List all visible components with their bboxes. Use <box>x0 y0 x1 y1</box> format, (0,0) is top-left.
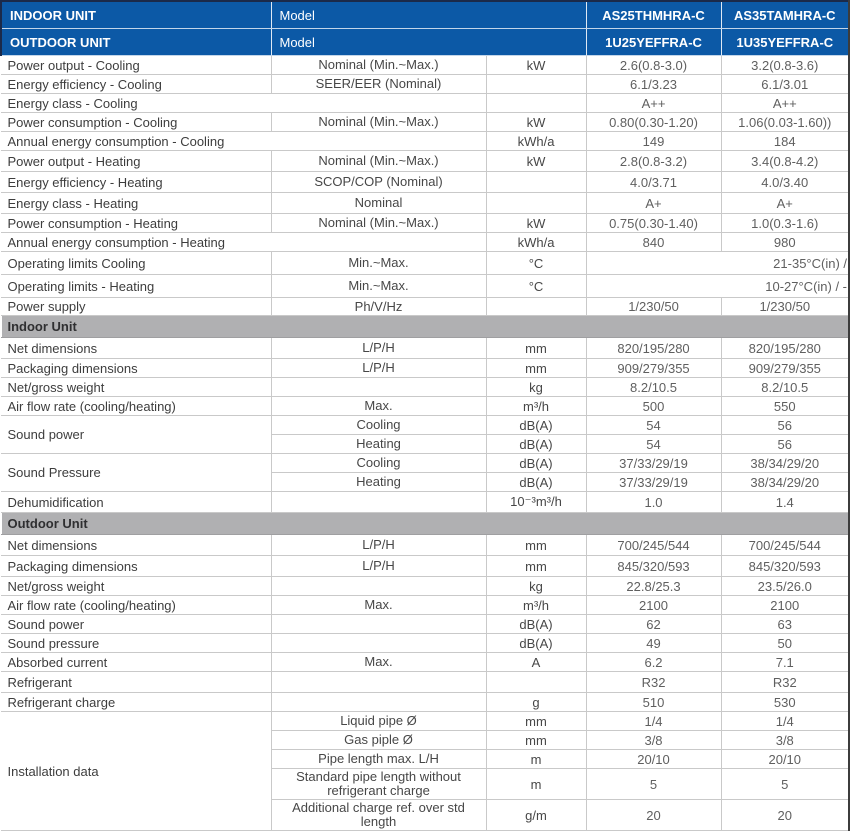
row-unit: dB(A) <box>486 454 586 473</box>
row-merged-value: 10-27°C(in) / - <box>586 275 849 298</box>
spec-row <box>1 275 849 298</box>
row-label: Absorbed current <box>1 653 271 672</box>
row-label: Energy efficiency - Cooling <box>1 75 271 94</box>
spec-row <box>1 712 849 731</box>
row-sub-label: Gas piple Ø <box>271 731 486 750</box>
row-value-2: 20/10 <box>721 750 849 769</box>
row-label: Packaging dimensions <box>1 359 271 378</box>
row-label: Energy class - Heating <box>1 193 271 214</box>
spec-row <box>1 172 849 193</box>
row-label: Operating limits Cooling <box>1 252 271 275</box>
row-value-1: 37/33/29/19 <box>586 473 721 492</box>
row-value-2: 980 <box>721 233 849 252</box>
row-value-2: 845/320/593 <box>721 556 849 577</box>
row-value-1: R32 <box>586 672 721 693</box>
row-value-1: 5 <box>586 769 721 800</box>
row-value-1: 22.8/25.3 <box>586 577 721 596</box>
row-unit: °C <box>486 275 586 298</box>
row-value-1: 8.2/10.5 <box>586 378 721 397</box>
row-unit: kW <box>486 151 586 172</box>
row-unit: mm <box>486 712 586 731</box>
row-value-1: 1/230/50 <box>586 298 721 316</box>
row-unit: g <box>486 693 586 712</box>
row-value-2: 3.2(0.8-3.6) <box>721 56 849 75</box>
row-sub-label: Pipe length max. L/H <box>271 750 486 769</box>
row-unit: m³/h <box>486 397 586 416</box>
row-value-2: A++ <box>721 94 849 113</box>
row-value-2: 4.0/3.40 <box>721 172 849 193</box>
row-value-1: 20/10 <box>586 750 721 769</box>
spec-row <box>1 556 849 577</box>
row-label: Net dimensions <box>1 535 271 556</box>
row-value-2: 1/4 <box>721 712 849 731</box>
header-row-outdoor <box>1 29 849 56</box>
row-sub-label: Cooling <box>271 416 486 435</box>
row-label: Sound power <box>1 416 271 454</box>
row-value-2: 550 <box>721 397 849 416</box>
row-value-1: 0.75(0.30-1.40) <box>586 214 721 233</box>
row-unit: kW <box>486 214 586 233</box>
row-sub-label: Max. <box>271 596 486 615</box>
row-value-2: 63 <box>721 615 849 634</box>
row-value-1: 54 <box>586 435 721 454</box>
row-value-2: 7.1 <box>721 653 849 672</box>
outdoor-model-label: Model <box>271 29 586 56</box>
row-unit: mm <box>486 535 586 556</box>
section-row <box>1 513 849 535</box>
row-unit <box>486 193 586 214</box>
spec-row <box>1 233 849 252</box>
row-sub-label: Heating <box>271 435 486 454</box>
spec-row <box>1 75 849 94</box>
row-value-1: 1/4 <box>586 712 721 731</box>
row-label: Refrigerant <box>1 672 271 693</box>
row-label: Operating limits - Heating <box>1 275 271 298</box>
row-unit: m <box>486 769 586 800</box>
row-sub-label: Nominal (Min.~Max.) <box>271 56 486 75</box>
row-sub-label <box>271 577 486 596</box>
row-unit: mm <box>486 731 586 750</box>
row-value-2: 23.5/26.0 <box>721 577 849 596</box>
row-value-1: 845/320/593 <box>586 556 721 577</box>
row-unit <box>486 75 586 94</box>
header-row-indoor <box>1 1 849 29</box>
row-value-2: 184 <box>721 132 849 151</box>
row-sub-label: Ph/V/Hz <box>271 298 486 316</box>
row-sub-label: Max. <box>271 653 486 672</box>
section-row <box>1 316 849 338</box>
row-unit: dB(A) <box>486 473 586 492</box>
row-value-1: 510 <box>586 693 721 712</box>
row-label: Sound pressure <box>1 634 271 653</box>
spec-row <box>1 151 849 172</box>
row-unit: g/m <box>486 800 586 831</box>
row-label: Packaging dimensions <box>1 556 271 577</box>
row-value-1: 6.1/3.23 <box>586 75 721 94</box>
row-label: Air flow rate (cooling/heating) <box>1 397 271 416</box>
row-value-2: 38/34/29/20 <box>721 473 849 492</box>
row-label: Energy efficiency - Heating <box>1 172 271 193</box>
row-sub-label: L/P/H <box>271 556 486 577</box>
row-label: Power supply <box>1 298 271 316</box>
row-unit: dB(A) <box>486 416 586 435</box>
row-value-1: 149 <box>586 132 721 151</box>
row-sub-label: Min.~Max. <box>271 275 486 298</box>
row-unit: kg <box>486 577 586 596</box>
spec-row <box>1 338 849 359</box>
row-label: Sound Pressure <box>1 454 271 492</box>
row-label: Air flow rate (cooling/heating) <box>1 596 271 615</box>
row-value-2: 20 <box>721 800 849 831</box>
row-label: Energy class - Cooling <box>1 94 486 113</box>
row-unit: kW <box>486 113 586 132</box>
row-value-1: 2.6(0.8-3.0) <box>586 56 721 75</box>
section-header: Indoor Unit <box>1 316 849 338</box>
spec-row <box>1 615 849 634</box>
row-sub-label: Cooling <box>271 454 486 473</box>
row-unit: kWh/a <box>486 233 586 252</box>
row-value-2: 38/34/29/20 <box>721 454 849 473</box>
row-value-1: 820/195/280 <box>586 338 721 359</box>
row-value-1: 49 <box>586 634 721 653</box>
row-label: Refrigerant charge <box>1 693 271 712</box>
row-value-2: 530 <box>721 693 849 712</box>
row-value-2: 56 <box>721 435 849 454</box>
indoor-model-2: AS35TAMHRA-C <box>721 1 849 29</box>
row-value-2: 50 <box>721 634 849 653</box>
row-value-1: 2100 <box>586 596 721 615</box>
row-sub-label: Nominal (Min.~Max.) <box>271 214 486 233</box>
row-unit: m <box>486 750 586 769</box>
row-value-1: 0.80(0.30-1.20) <box>586 113 721 132</box>
row-sub-label: Liquid pipe Ø <box>271 712 486 731</box>
row-value-1: 1.0 <box>586 492 721 513</box>
spec-table-body <box>1 56 849 831</box>
row-unit: dB(A) <box>486 435 586 454</box>
row-unit <box>486 672 586 693</box>
row-value-2: 2100 <box>721 596 849 615</box>
spec-table-header <box>1 1 849 56</box>
row-sub-label <box>271 492 486 513</box>
row-label: Annual energy consumption - Cooling <box>1 132 486 151</box>
row-unit: mm <box>486 359 586 378</box>
row-unit: kW <box>486 56 586 75</box>
row-value-1: A++ <box>586 94 721 113</box>
spec-row <box>1 193 849 214</box>
indoor-model-1: AS25THMHRA-C <box>586 1 721 29</box>
row-label: Net/gross weight <box>1 577 271 596</box>
row-value-2: 6.1/3.01 <box>721 75 849 94</box>
row-label: Power output - Cooling <box>1 56 271 75</box>
spec-row <box>1 634 849 653</box>
spec-row <box>1 252 849 275</box>
row-sub-label: Standard pipe length without refrigerant charge <box>271 769 486 800</box>
row-value-2: 1.0(0.3-1.6) <box>721 214 849 233</box>
row-sub-label <box>271 693 486 712</box>
row-value-2: 1.4 <box>721 492 849 513</box>
spec-row <box>1 113 849 132</box>
row-value-2: 820/195/280 <box>721 338 849 359</box>
outdoor-model-2: 1U35YEFFRA-C <box>721 29 849 56</box>
row-sub-label <box>271 634 486 653</box>
row-sub-label: Max. <box>271 397 486 416</box>
spec-row <box>1 672 849 693</box>
row-sub-label: Additional charge ref. over std length <box>271 800 486 831</box>
outdoor-model-1: 1U25YEFFRA-C <box>586 29 721 56</box>
row-value-1: 500 <box>586 397 721 416</box>
row-label: Annual energy consumption - Heating <box>1 233 486 252</box>
row-sub-label: SCOP/COP (Nominal) <box>271 172 486 193</box>
row-sub-label: Heating <box>271 473 486 492</box>
spec-row <box>1 298 849 316</box>
indoor-unit-header: INDOOR UNIT <box>1 1 271 29</box>
row-value-2: 8.2/10.5 <box>721 378 849 397</box>
row-value-2: A+ <box>721 193 849 214</box>
row-value-1: 20 <box>586 800 721 831</box>
spec-row <box>1 454 849 473</box>
row-unit: kg <box>486 378 586 397</box>
row-unit: °C <box>486 252 586 275</box>
row-value-2: 909/279/355 <box>721 359 849 378</box>
row-label: Power consumption - Heating <box>1 214 271 233</box>
row-sub-label: Nominal (Min.~Max.) <box>271 151 486 172</box>
row-value-2: 1/230/50 <box>721 298 849 316</box>
row-unit: dB(A) <box>486 615 586 634</box>
row-merged-value: 21-35°C(in) / <box>586 252 849 275</box>
row-value-2: 3.4(0.8-4.2) <box>721 151 849 172</box>
spec-row <box>1 214 849 233</box>
row-label: Net/gross weight <box>1 378 271 397</box>
row-sub-label <box>271 672 486 693</box>
row-value-1: 62 <box>586 615 721 634</box>
row-sub-label <box>271 615 486 634</box>
spec-row <box>1 577 849 596</box>
indoor-model-label: Model <box>271 1 586 29</box>
row-sub-label <box>271 378 486 397</box>
row-sub-label: Nominal <box>271 193 486 214</box>
row-value-1: 909/279/355 <box>586 359 721 378</box>
row-value-1: 3/8 <box>586 731 721 750</box>
row-value-1: 54 <box>586 416 721 435</box>
row-label: Dehumidification <box>1 492 271 513</box>
row-value-1: A+ <box>586 193 721 214</box>
spec-row <box>1 492 849 513</box>
row-unit: 10⁻³m³/h <box>486 492 586 513</box>
spec-row <box>1 132 849 151</box>
row-sub-label: Min.~Max. <box>271 252 486 275</box>
row-sub-label: L/P/H <box>271 359 486 378</box>
row-unit: mm <box>486 556 586 577</box>
row-unit <box>486 94 586 113</box>
row-value-1: 2.8(0.8-3.2) <box>586 151 721 172</box>
spec-row <box>1 359 849 378</box>
outdoor-unit-header: OUTDOOR UNIT <box>1 29 271 56</box>
row-value-2: 1.06(0.03-1.60)) <box>721 113 849 132</box>
spec-row <box>1 397 849 416</box>
row-value-2: 5 <box>721 769 849 800</box>
row-value-1: 4.0/3.71 <box>586 172 721 193</box>
row-label: Power output - Heating <box>1 151 271 172</box>
row-unit <box>486 172 586 193</box>
row-value-1: 6.2 <box>586 653 721 672</box>
spec-row <box>1 535 849 556</box>
row-sub-label: Nominal (Min.~Max.) <box>271 113 486 132</box>
row-label: Installation data <box>1 712 271 831</box>
row-sub-label: L/P/H <box>271 338 486 359</box>
row-unit: kWh/a <box>486 132 586 151</box>
row-sub-label: SEER/EER (Nominal) <box>271 75 486 94</box>
row-label: Net dimensions <box>1 338 271 359</box>
row-unit: m³/h <box>486 596 586 615</box>
row-value-2: R32 <box>721 672 849 693</box>
row-value-1: 840 <box>586 233 721 252</box>
row-unit: dB(A) <box>486 634 586 653</box>
row-value-2: 700/245/544 <box>721 535 849 556</box>
spec-row <box>1 653 849 672</box>
spec-row <box>1 693 849 712</box>
spec-row <box>1 416 849 435</box>
row-value-1: 37/33/29/19 <box>586 454 721 473</box>
section-header: Outdoor Unit <box>1 513 849 535</box>
spec-row <box>1 94 849 113</box>
spec-row <box>1 378 849 397</box>
row-label: Sound power <box>1 615 271 634</box>
row-label: Power consumption - Cooling <box>1 113 271 132</box>
row-unit <box>486 298 586 316</box>
row-value-2: 3/8 <box>721 731 849 750</box>
row-value-1: 700/245/544 <box>586 535 721 556</box>
spec-row <box>1 596 849 615</box>
spec-row <box>1 56 849 75</box>
row-unit: A <box>486 653 586 672</box>
row-value-2: 56 <box>721 416 849 435</box>
row-sub-label: L/P/H <box>271 535 486 556</box>
row-unit: mm <box>486 338 586 359</box>
